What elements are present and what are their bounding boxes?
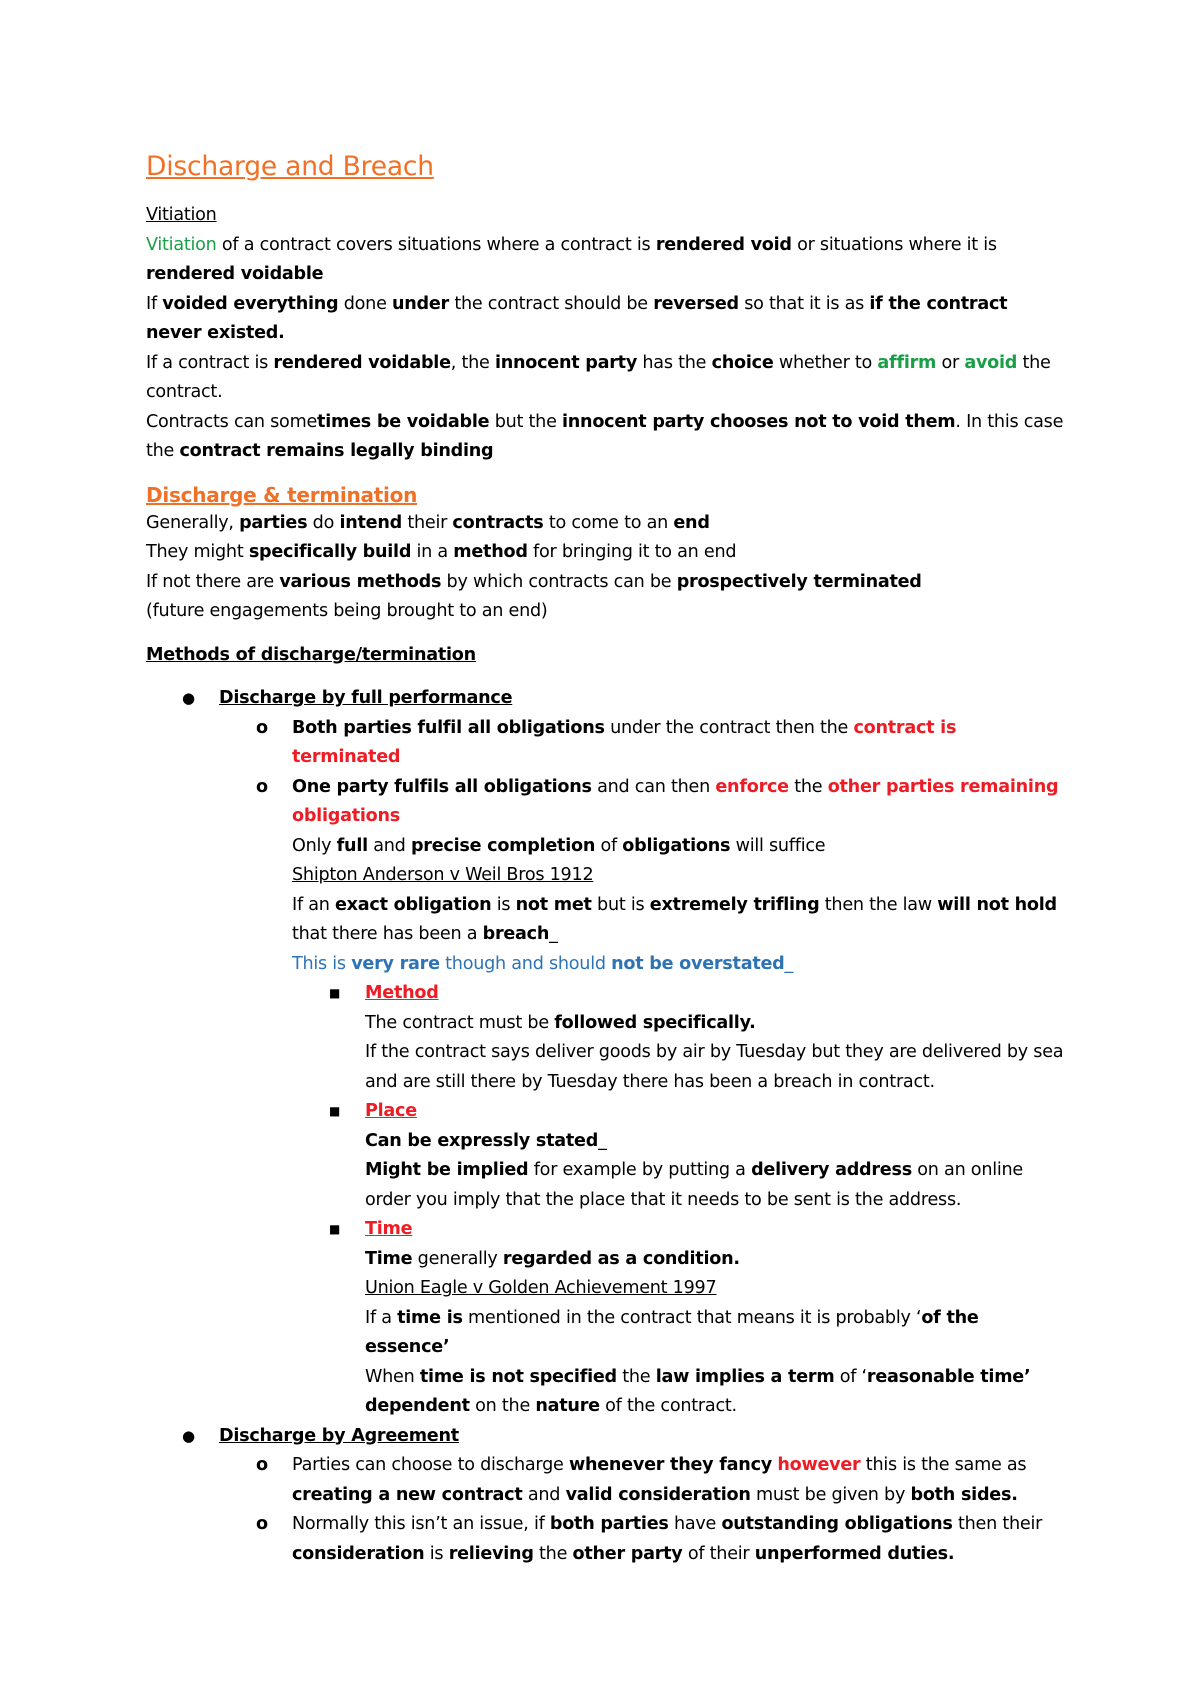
square-bullet-icon: ■ — [329, 1222, 341, 1236]
square-bullet-icon: ■ — [329, 986, 341, 1000]
circle-bullet-icon: o — [256, 717, 268, 738]
list-text: Might be implied for example by putting a delivery address on an online order you imply that the place that it needs to be sent is the address. — [365, 1160, 1023, 1210]
vitiation-para-3: If a contract is rendered voidable, the innocent party has the choice whether to affirm or avoid the contract. — [146, 352, 1051, 402]
termination-line-1: Generally, parties do intend their contracts to come to an end — [146, 512, 710, 533]
list-item-agreement: ● Discharge by Agreement — [146, 1422, 1066, 1452]
vitiation-para-2: If voided everything done under the contract should be reversed so that it is as if the contract never existed. — [146, 293, 1008, 343]
document-page — [146, 150, 1066, 1569]
square-bullet-icon: ■ — [329, 1104, 341, 1118]
case-citation: Union Eagle v Golden Achievement 1997 — [365, 1278, 717, 1298]
page-title: Discharge and Breach — [146, 151, 434, 182]
list-text: If the contract says deliver goods by air by Tuesday but they are delivered by sea and are still there by Tuesday there has been a breach in contract. — [365, 1042, 1064, 1092]
list-text: When time is not specified the law implies a term of ‘reasonable time’ dependent on the nature of the contract. — [365, 1366, 1031, 1416]
list-item: o One party fulfils all obligations and can then enforce the other parties remaining obligations — [146, 773, 1066, 832]
bullet-icon: ● — [182, 1426, 195, 1445]
list-text: Time generally regarded as a condition. — [365, 1248, 740, 1269]
list-item: o Normally this isn’t an issue, if both parties have outstanding obligations then their consideration is relieving the other party of their unperformed duties. — [146, 1510, 1066, 1569]
circle-bullet-icon: o — [256, 776, 268, 797]
list-item: o Parties can choose to discharge whenever they fancy however this is the same as creating a new contract and valid consideration must be given by both sides. — [146, 1451, 1066, 1510]
vitiation-heading: Vitiation — [146, 205, 217, 225]
list-item-method: ■ Method — [146, 979, 1066, 1009]
termination-heading: Discharge & termination — [146, 482, 418, 507]
vitiation-para-1: Vitiation of a contract covers situations where a contract is rendered void or situations where it is rendered voidable — [146, 234, 997, 284]
termination-line-2: They might specifically build in a method for bringing it to an end — [146, 542, 737, 562]
list-text: Can be expressly stated_ — [365, 1130, 607, 1151]
circle-bullet-icon: o — [256, 1514, 268, 1534]
bullet-icon: ● — [182, 689, 195, 707]
vitiation-para-4: Contracts can sometimes be voidable but the innocent party chooses not to void them. In this case the contract remains legally binding — [146, 411, 1064, 461]
circle-bullet-icon: o — [256, 1455, 268, 1475]
list-text: If a time is mentioned in the contract that means it is probably ‘of the essence’ — [365, 1307, 979, 1357]
methods-heading: Methods of discharge/termination — [146, 644, 476, 665]
list-item-time: ■ Time — [146, 1215, 1066, 1245]
termination-line-3: If not there are various methods by which contracts can be prospectively terminated — [146, 571, 922, 592]
list-item-full-performance: ● Discharge by full performance — [146, 684, 1066, 714]
list-text: If an exact obligation is not met but is extremely trifling then the law will not hold that there has been a breach_ — [292, 894, 1057, 944]
case-citation: Shipton Anderson v Weil Bros 1912 — [292, 865, 594, 885]
list-item-place: ■ Place — [146, 1097, 1066, 1127]
list-text: The contract must be followed specifically. — [365, 1012, 756, 1033]
termination-line-4: (future engagements being brought to an end) — [146, 601, 548, 621]
list-text: Only full and precise completion of obligations will suffice — [292, 835, 826, 856]
list-item: o Both parties fulfil all obligations under the contract then the contract is terminated — [146, 714, 1066, 773]
list-text: This is very rare though and should not be overstated_ — [292, 953, 794, 974]
